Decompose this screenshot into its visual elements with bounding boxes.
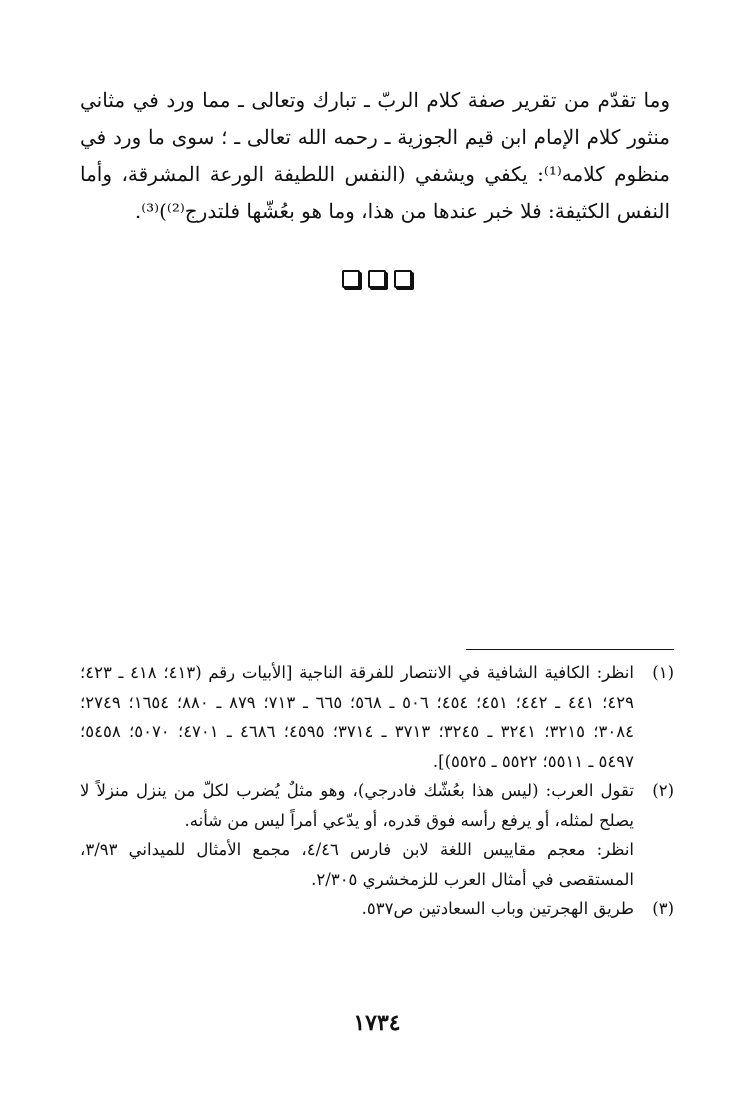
footnote-number: (٣) bbox=[652, 899, 674, 918]
footnote-number: (٢) bbox=[652, 781, 674, 800]
footnote-3 bbox=[80, 894, 674, 924]
footnote-number: (١) bbox=[652, 663, 674, 682]
footnote-divider bbox=[466, 649, 674, 650]
page-number: ١٧٣٤ bbox=[353, 1010, 401, 1036]
separator-square-icon bbox=[368, 270, 386, 288]
separator-square-icon bbox=[342, 270, 360, 288]
main-paragraph: وما تقدّم من تقرير صفة كلام الربّ ـ تبارك وتعالى ـ مما ورد في مثاني منثور كلام الإمام ابن قيم الجوزية ـ رحمه الله تعالى ـ ؛ سوى ما ورد في منظوم كلامه⁽¹⁾: يكفي ويشفي (النفس اللطيفة الورعة المشرقة، وأما النفس الكثيفة: فلا خبر عندها من هذا، وما هو بعُشّها فلتدرج⁽²⁾)⁽³⁾. bbox=[80, 88, 670, 223]
footnote-1 bbox=[80, 658, 674, 776]
separator-square-icon bbox=[394, 270, 412, 288]
footnote-text: انظر: الكافية الشافية في الانتصار للفرقة الناجية [الأبيات رقم (٤١٣؛ ٤١٨ ـ ٤٢٣؛ ٤٢٩؛ ٤٤١ ـ ٤٤٢؛ ٤٥١؛ ٤٥٤؛ ٥٠٦ ـ ٥٦٨؛ ٦٦٥ ـ ٧١٣؛ ٨٧٩ ـ ٨٨٠؛ ١٦٥٤؛ ٢٧٤٩؛ ٣٠٨٤؛ ٣٢١٥؛ ٣٢٤١ ـ ٣٢٤٥؛ ٣٧١٣ ـ ٣٧١٤؛ ٤٥٩٥؛ ٤٦٨٦ ـ ٤٧٠١؛ ٥٠٧٠؛ ٥٤٥٨؛ ٥٤٩٧ ـ ٥٥١١؛ ٥٥٢٢ ـ ٥٥٢٥)]. bbox=[80, 663, 634, 771]
section-separator bbox=[0, 270, 754, 288]
footnote-reference: انظر: معجم مقاييس اللغة لابن فارس ٤/٤٦، مجمع الأمثال للميداني ٣/٩٣، المستقصى في أمثال العرب للزمخشري ٢/٣٠٥. bbox=[80, 840, 635, 889]
footnotes bbox=[80, 658, 674, 924]
footnote-text: تقول العرب: (ليس هذا بعُشّك فادرجي)، وهو مثلٌ يُضرب لكلّ من ينزل منزلاً لا يصلح لمثله، أو يرفع رأسه فوق قدره، أو يدّعي أمراً ليس من شأنه. bbox=[80, 781, 634, 830]
footnote-text: طريق الهجرتين وباب السعادتين ص٥٣٧. bbox=[361, 899, 634, 918]
footnote-2 bbox=[80, 776, 674, 894]
main-text bbox=[80, 82, 670, 230]
